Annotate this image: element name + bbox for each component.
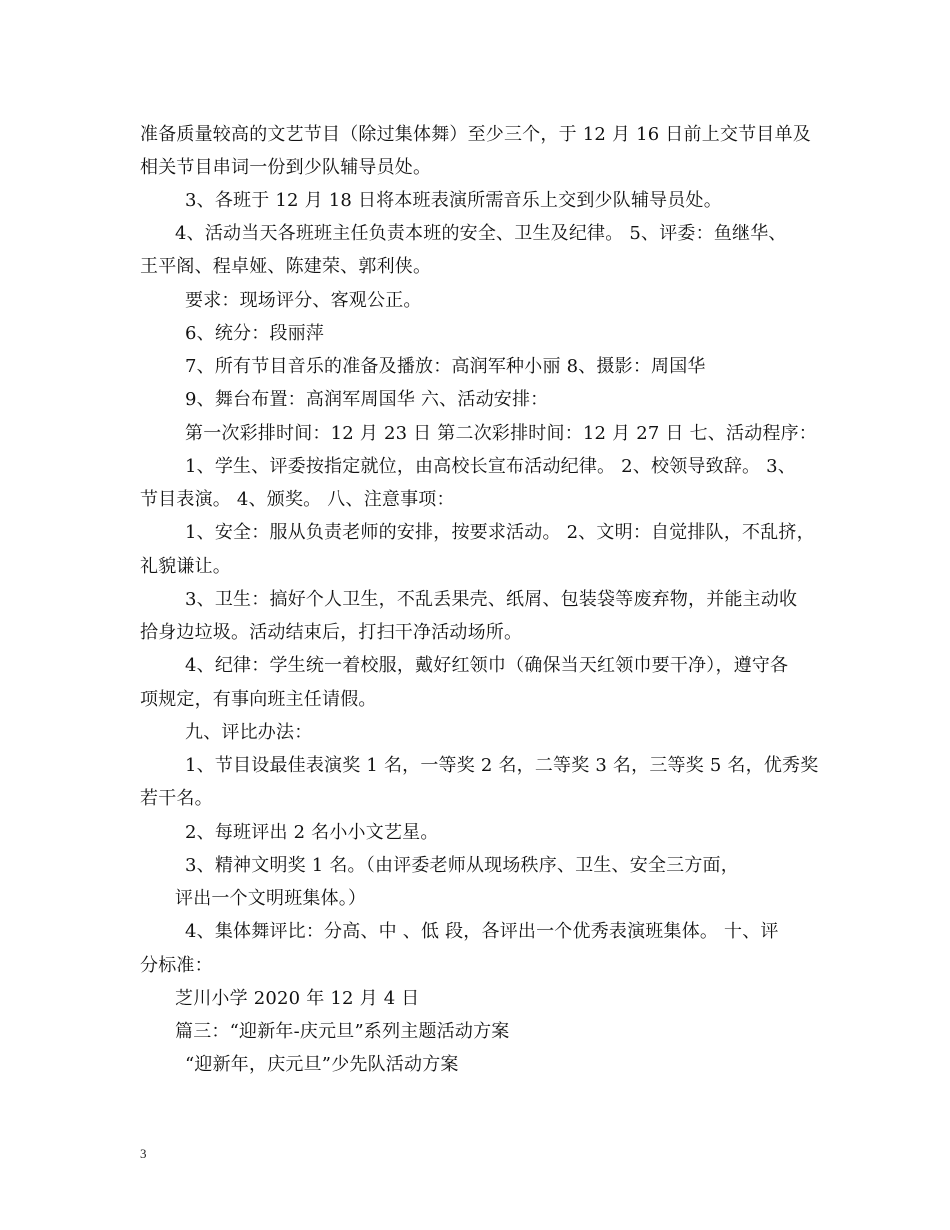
text-line: 1、安全：服从负责老师的安排，按要求活动。 2、文明：自觉排队，不乱挤， [185, 522, 815, 543]
signature-date-line: 芝川小学 2020 年 12 月 4 日 [175, 988, 420, 1009]
text-line: 拾身边垃圾。活动结束后，打扫干净活动场所。 [140, 622, 523, 643]
text-line: 评出一个文明班集体。） [175, 888, 367, 909]
text-line: 9、舞台布置：高润军周国华 六、活动安排： [185, 389, 549, 410]
text-line: 第一次彩排时间：12 月 23 日 第二次彩排时间：12 月 27 日 七、活动程序： [185, 423, 817, 444]
section-title: 篇三：“迎新年-庆元旦”系列主题活动方案 [175, 1021, 510, 1042]
text-line: 3、精神文明奖 1 名。（由评委老师从现场秩序、卫生、安全三方面， [185, 855, 739, 876]
section-heading: 九、评比办法： [185, 722, 313, 743]
text-line: 3、各班于 12 月 18 日将本班表演所需音乐上交到少队辅导员处。 [185, 190, 722, 211]
text-line: 要求：现场评分、客观公正。 [185, 290, 422, 311]
text-line: 7、所有节目音乐的准备及播放：高润军种小丽 8、摄影：周国华 [185, 356, 706, 377]
document-title: “迎新年，庆元旦”少先队活动方案 [185, 1054, 459, 1075]
text-line: 4、集体舞评比：分高、中 、低 段，各评出一个优秀表演班集体。 十、评 [185, 921, 779, 942]
text-line: 1、学生、评委按指定就位，由高校长宣布活动纪律。 2、校领导致辞。 3、 [185, 456, 796, 477]
text-line: 节目表演。 4、颁奖。 八、注意事项： [140, 489, 455, 510]
text-line: 分标准： [140, 955, 213, 976]
text-line: 项规定，有事向班主任请假。 [140, 689, 377, 710]
text-line: 3、卫生：搞好个人卫生，不乱丢果壳、纸屑、包装袋等废弃物，并能主动收 [185, 589, 798, 610]
text-line: 6、统分：段丽萍 [185, 323, 325, 344]
text-line: 若干名。 [140, 788, 213, 809]
text-line: 准备质量较高的文艺节目（除过集体舞）至少三个，于 12 月 16 日前上交节目单及 [140, 124, 811, 145]
text-line: 相关节目串词一份到少队辅导员处。 [140, 157, 432, 178]
text-line: 1、节目设最佳表演奖 1 名，一等奖 2 名，二等奖 3 名，三等奖 5 名，优秀奖 [185, 755, 819, 776]
page-number: 3 [140, 1146, 147, 1161]
text-line: 4、纪律：学生统一着校服，戴好红领巾（确保当天红领巾要干净），遵守各 [185, 655, 789, 676]
text-line: 4、活动当天各班班主任负责本班的安全、卫生及纪律。 5、评委：鱼继华、 [175, 223, 787, 244]
text-line: 王平阁、程卓娅、陈建荣、郭利侠。 [140, 256, 432, 277]
text-line: 礼貌谦让。 [140, 556, 231, 577]
text-line: 2、每班评出 2 名小小文艺星。 [185, 822, 439, 843]
